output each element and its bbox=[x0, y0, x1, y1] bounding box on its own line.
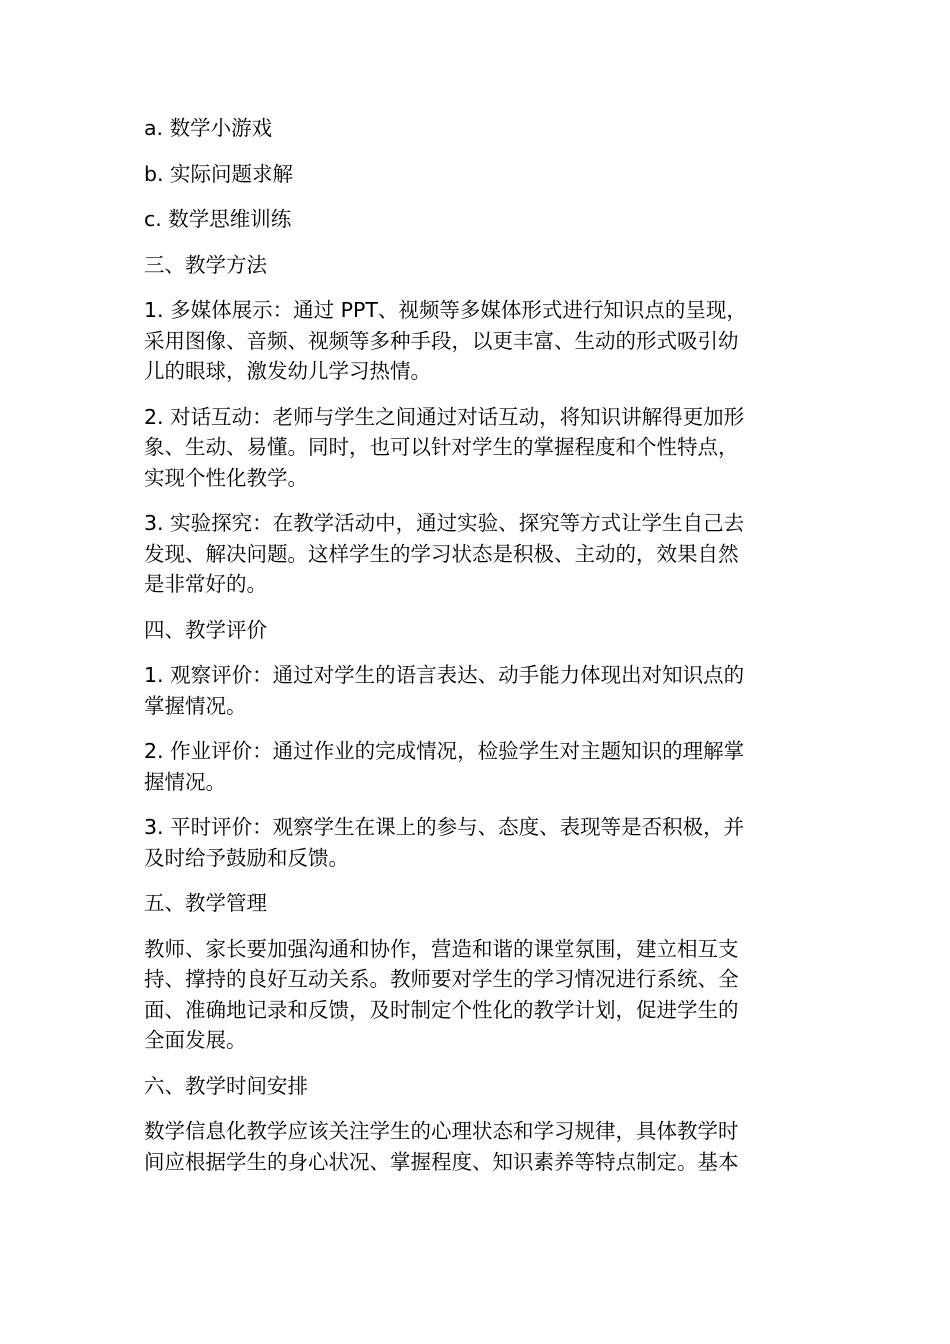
paragraph-daily-evaluation: 3. 平时评价：观察学生在课上的参与、态度、表现等是否积极，并 及时给予鼓励和反馈。 bbox=[144, 815, 745, 870]
section-heading-teaching-methods: 三、教学方法 bbox=[144, 252, 267, 277]
paragraph-dialogue: 2. 对话互动：老师与学生之间通过对话互动，将知识讲解得更加形 象、生动、易懂。同时，也可以针对学生的掌握程度和个性特点， 实现个性化教学。 bbox=[144, 404, 745, 490]
section-heading-schedule: 六、教学时间安排 bbox=[144, 1073, 308, 1098]
paragraph-multimedia: 1. 多媒体展示：通过 PPT、视频等多媒体形式进行知识点的呈现， 采用图像、音频、视频等多种手段，以更丰富、生动的形式吸引幼 儿的眼球，激发幼儿学习热情。 bbox=[144, 298, 747, 383]
paragraph-homework-evaluation: 2. 作业评价：通过作业的完成情况，检验学生对主题知识的理解掌 握情况。 bbox=[144, 739, 745, 794]
list-item-thinking-training: c. 数学思维训练 bbox=[144, 207, 292, 231]
list-item-game: a. 数学小游戏 bbox=[144, 116, 273, 140]
paragraph-observation-evaluation: 1. 观察评价：通过对学生的语言表达、动手能力体现出对知识点的 掌握情况。 bbox=[144, 663, 745, 718]
section-heading-teaching-evaluation: 四、教学评价 bbox=[144, 617, 267, 642]
paragraph-schedule: 数学信息化教学应该关注学生的心理状态和学习规律，具体教学时 间应根据学生的身心状况、掌握程度、知识素养等特点制定。基本 bbox=[144, 1119, 739, 1174]
paragraph-management: 教师、家长要加强沟通和协作，营造和谐的课堂氛围，建立相互支 持、撑持的良好互动关系。教师要对学生的学习情况进行系统、全 面、准确地记录和反馈，及时制定个性化的教学计划，促进学生的 全面发展。 bbox=[144, 936, 739, 1052]
paragraph-experiment: 3. 实验探究：在教学活动中，通过实验、探究等方式让学生自己去 发现、解决问题。这样学生的学习状态是积极、主动的，效果自然 是非常好的。 bbox=[144, 511, 745, 596]
section-heading-teaching-management: 五、教学管理 bbox=[144, 891, 267, 915]
document-page bbox=[144, 113, 804, 1192]
list-item-problem-solving: b. 实际问题求解 bbox=[144, 161, 294, 186]
